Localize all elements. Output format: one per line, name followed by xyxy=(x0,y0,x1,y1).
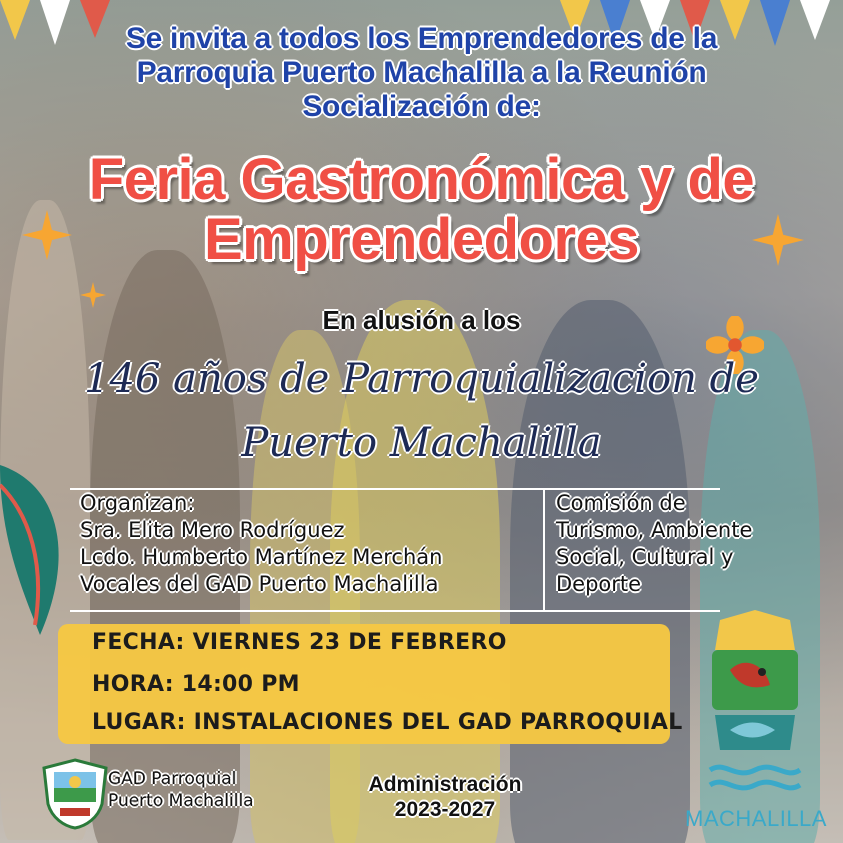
parish-name: Puerto Machalilla xyxy=(241,420,602,466)
admin-line: 2023-2027 xyxy=(394,798,496,821)
invite-line: Socialización de: xyxy=(302,90,541,123)
brand-name: MACHALILLA xyxy=(685,806,827,831)
commission-line: Turismo, Ambiente xyxy=(556,518,753,542)
commission-text xyxy=(556,490,752,598)
organizer-name: Vocales del GAD Puerto Machalilla xyxy=(80,572,439,596)
invite-line: Parroquia Puerto Machalilla a la Reunión xyxy=(136,56,707,89)
leaf-icon xyxy=(0,445,80,645)
organizer-name: Sra. Elita Mero Rodríguez xyxy=(80,518,345,542)
administration-period xyxy=(340,772,550,822)
event-location: LUGAR: INSTALACIONES DEL GAD PARROQUIAL xyxy=(92,710,683,735)
event-date: FECHA: VIERNES 23 DE FEBRERO xyxy=(92,630,507,655)
commission-line: Social, Cultural y xyxy=(556,545,734,569)
event-time: HORA: 14:00 PM xyxy=(92,672,300,697)
divider xyxy=(543,488,545,610)
event-title xyxy=(20,147,823,272)
machalilla-brand-logo xyxy=(700,610,810,810)
invite-text xyxy=(40,22,803,124)
commission-line: Deporte xyxy=(556,572,642,596)
divider xyxy=(70,610,720,612)
anniversary-line: 146 años de Parroquializacion de xyxy=(84,356,759,402)
commission-line: Comisión de xyxy=(556,491,686,515)
organizers-heading: Organizan: xyxy=(80,491,195,515)
organizer-name: Lcdo. Humberto Martínez Merchán xyxy=(80,545,443,569)
title-line: Emprendedores xyxy=(203,207,640,272)
gad-label-line: GAD Parroquial xyxy=(108,769,237,789)
organizers-list xyxy=(80,490,442,598)
gad-seal-logo xyxy=(40,758,110,830)
admin-line: Administración xyxy=(368,773,522,796)
invite-line: Se invita a todos los Emprendedores de la xyxy=(125,22,718,55)
gad-label-line: Puerto Machalilla xyxy=(108,791,254,811)
title-line: Feria Gastronómica y de xyxy=(88,147,755,212)
event-subtitle: En alusión a los xyxy=(322,305,521,335)
gad-label xyxy=(108,768,254,812)
